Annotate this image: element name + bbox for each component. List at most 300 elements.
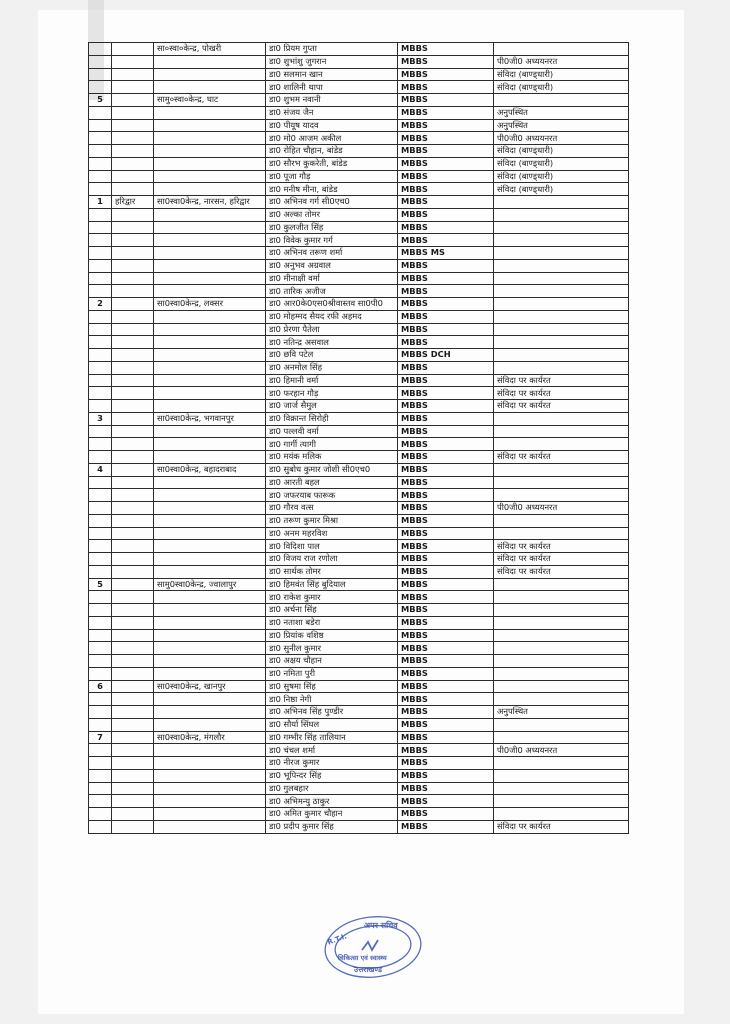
table-row [89, 361, 629, 374]
doctor-name-cell: डा0 गार्गी त्यागी [266, 438, 398, 451]
health-centre-cell [154, 757, 266, 770]
doctor-name-cell: डा0 तरूण कुमार मिश्रा [266, 514, 398, 527]
qualification-cell: MBBS [398, 795, 494, 808]
health-centre-cell [154, 323, 266, 336]
qualification-cell: MBBS [398, 285, 494, 298]
doctor-name-cell: डा0 अनमोल सिंह [266, 361, 398, 374]
serial-number-cell [89, 604, 112, 617]
remark-cell [494, 425, 629, 438]
table-row [89, 757, 629, 770]
doctor-name-cell: डा0 अभिनव सिंह पुण्डीर [266, 706, 398, 719]
doctor-name-cell: डा0 भूपिन्दर सिंह [266, 769, 398, 782]
doctor-name-cell: डा0 अनुभव अग्रवाल [266, 259, 398, 272]
remark-cell: संविदा पर कार्यरत [494, 540, 629, 553]
district-cell [112, 680, 154, 693]
district-cell [112, 731, 154, 744]
doctor-name-cell: डा0 शालिनी थापा [266, 81, 398, 94]
health-centre-cell: सा0स्वा0केन्द्र, खानपुर [154, 680, 266, 693]
district-cell [112, 183, 154, 196]
remark-cell: अनुपस्थित [494, 119, 629, 132]
serial-number-cell [89, 247, 112, 260]
district-cell [112, 221, 154, 234]
doctor-name-cell: डा0 नताशा बडेरा [266, 616, 398, 629]
remark-cell [494, 489, 629, 502]
remark-cell [494, 94, 629, 107]
district-cell [112, 667, 154, 680]
doctor-name-cell: डा0 जार्ज सैमुल [266, 400, 398, 413]
qualification-cell: MBBS [398, 336, 494, 349]
table-row [89, 527, 629, 540]
district-cell [112, 81, 154, 94]
serial-number-cell [89, 234, 112, 247]
qualification-cell: MBBS [398, 94, 494, 107]
stamp-top-text: अपर सचिव [364, 921, 398, 930]
health-centre-cell [154, 565, 266, 578]
district-cell [112, 655, 154, 668]
health-centre-cell [154, 769, 266, 782]
health-centre-cell [154, 604, 266, 617]
doctor-name-cell: डा0 अभिनव गर्ग सी0एच0 [266, 196, 398, 209]
remark-cell: अनुपस्थित [494, 106, 629, 119]
serial-number-cell [89, 757, 112, 770]
table-row [89, 769, 629, 782]
qualification-cell: MBBS [398, 808, 494, 821]
qualification-cell: MBBS [398, 463, 494, 476]
doctor-name-cell: डा0 अभिनव तरूण शर्मा [266, 247, 398, 260]
table-row [89, 578, 629, 591]
qualification-cell: MBBS [398, 451, 494, 464]
remark-cell: संविदा (बाण्ड्धारी) [494, 183, 629, 196]
serial-number-cell [89, 43, 112, 56]
health-centre-cell [154, 285, 266, 298]
health-centre-cell [154, 145, 266, 158]
doctor-name-cell: डा0 शुभांशु जुगरान [266, 55, 398, 68]
remark-cell: पी0जी0 अध्ययनरत [494, 55, 629, 68]
remark-cell [494, 221, 629, 234]
serial-number-cell [89, 132, 112, 145]
serial-number-cell [89, 808, 112, 821]
table-row [89, 298, 629, 311]
doctor-name-cell: डा0 अल्का तोमर [266, 208, 398, 221]
qualification-cell: MBBS [398, 374, 494, 387]
qualification-cell: MBBS [398, 744, 494, 757]
remark-cell [494, 412, 629, 425]
district-cell [112, 336, 154, 349]
doctor-name-cell: डा0 नमिता पुरी [266, 667, 398, 680]
health-centre-cell [154, 272, 266, 285]
health-centre-cell [154, 514, 266, 527]
doctor-posting-table [88, 42, 629, 834]
qualification-cell: MBBS [398, 412, 494, 425]
remark-cell [494, 693, 629, 706]
doctor-name-cell: डा0 सौर्या सिंघल [266, 718, 398, 731]
serial-number-cell [89, 718, 112, 731]
serial-number-cell [89, 285, 112, 298]
doctor-name-cell: डा0 सार्थक तोमर [266, 565, 398, 578]
serial-number-cell [89, 514, 112, 527]
district-cell [112, 374, 154, 387]
district-cell [112, 323, 154, 336]
serial-number-cell [89, 183, 112, 196]
remark-cell [494, 642, 629, 655]
health-centre-cell: सामु०स्वा०केन्द्र, घाट [154, 94, 266, 107]
district-cell [112, 55, 154, 68]
doctor-name-cell: डा0 रोहित चौहान, बांडेड [266, 145, 398, 158]
doctor-name-cell: डा0 सुनील कुमार [266, 642, 398, 655]
qualification-cell: MBBS [398, 553, 494, 566]
district-cell [112, 757, 154, 770]
health-centre-cell [154, 502, 266, 515]
doctor-name-cell: डा0 अमित कुमार चौहान [266, 808, 398, 821]
serial-number-cell [89, 170, 112, 183]
remark-cell [494, 438, 629, 451]
remark-cell [494, 208, 629, 221]
doctor-name-cell: डा0 चंचल शर्मा [266, 744, 398, 757]
qualification-cell: MBBS [398, 540, 494, 553]
table-row [89, 591, 629, 604]
qualification-cell: MBBS [398, 323, 494, 336]
qualification-cell: MBBS [398, 731, 494, 744]
table-row [89, 145, 629, 158]
table-row [89, 94, 629, 107]
doctor-name-cell: डा0 हिमवंत सिंह बुदियाल [266, 578, 398, 591]
doctor-name-cell: डा0 जफरयाब फारूक [266, 489, 398, 502]
district-cell [112, 208, 154, 221]
serial-number-cell [89, 157, 112, 170]
serial-number-cell [89, 349, 112, 362]
qualification-cell: MBBS [398, 438, 494, 451]
health-centre-cell [154, 808, 266, 821]
table-row [89, 629, 629, 642]
serial-number-cell [89, 451, 112, 464]
doctor-name-cell: डा0 नतिन्द्र असवाल [266, 336, 398, 349]
district-cell [112, 706, 154, 719]
serial-number-cell: 7 [89, 731, 112, 744]
serial-number-cell [89, 591, 112, 604]
health-centre-cell [154, 221, 266, 234]
health-centre-cell [154, 170, 266, 183]
table-row [89, 565, 629, 578]
district-cell [112, 540, 154, 553]
district-cell [112, 400, 154, 413]
district-cell [112, 412, 154, 425]
district-cell [112, 629, 154, 642]
qualification-cell: MBBS [398, 642, 494, 655]
serial-number-cell [89, 438, 112, 451]
remark-cell [494, 680, 629, 693]
table-row [89, 680, 629, 693]
remark-cell [494, 629, 629, 642]
table-row [89, 323, 629, 336]
doctor-name-cell: डा0 मयंक मलिक [266, 451, 398, 464]
serial-number-cell [89, 655, 112, 668]
district-cell [112, 476, 154, 489]
health-centre-cell [154, 527, 266, 540]
table-row [89, 81, 629, 94]
district-cell [112, 361, 154, 374]
remark-cell [494, 808, 629, 821]
health-centre-cell [154, 81, 266, 94]
health-centre-cell [154, 693, 266, 706]
district-cell [112, 234, 154, 247]
serial-number-cell [89, 387, 112, 400]
doctor-name-cell: डा0 मो0 आजम अकील [266, 132, 398, 145]
remark-cell [494, 463, 629, 476]
doctor-name-cell: डा0 मनीष मीना, बांडेड [266, 183, 398, 196]
district-cell [112, 808, 154, 821]
district-cell [112, 514, 154, 527]
serial-number-cell [89, 374, 112, 387]
district-cell [112, 170, 154, 183]
qualification-cell: MBBS [398, 769, 494, 782]
qualification-cell: MBBS [398, 68, 494, 81]
doctor-name-cell: डा0 सौरभ कुकरेती, बांडेड [266, 157, 398, 170]
table-body [89, 43, 629, 834]
stamp-left-text: R.T.I. [326, 932, 348, 947]
serial-number-cell [89, 68, 112, 81]
health-centre-cell [154, 247, 266, 260]
qualification-cell: MBBS MS [398, 247, 494, 260]
serial-number-cell: 5 [89, 94, 112, 107]
health-centre-cell [154, 374, 266, 387]
health-centre-cell: सा0स्वा0केन्द्र, मंगलौर [154, 731, 266, 744]
health-centre-cell [154, 744, 266, 757]
district-cell [112, 693, 154, 706]
qualification-cell: MBBS [398, 361, 494, 374]
district-cell [112, 259, 154, 272]
doctor-name-cell: डा0 गम्भीर सिंह तालियान [266, 731, 398, 744]
health-centre-cell [154, 820, 266, 833]
table-row [89, 374, 629, 387]
table-row [89, 451, 629, 464]
qualification-cell: MBBS [398, 55, 494, 68]
district-cell [112, 106, 154, 119]
remark-cell [494, 259, 629, 272]
qualification-cell: MBBS [398, 591, 494, 604]
district-cell [112, 578, 154, 591]
table-row [89, 502, 629, 515]
table-row [89, 489, 629, 502]
remark-cell [494, 336, 629, 349]
qualification-cell: MBBS [398, 476, 494, 489]
doctor-name-cell: डा0 मोहम्मद सैयद रफी अहमद [266, 310, 398, 323]
table-row [89, 604, 629, 617]
qualification-cell: MBBS DCH [398, 349, 494, 362]
health-centre-cell [154, 336, 266, 349]
health-centre-cell [154, 55, 266, 68]
district-cell [112, 782, 154, 795]
table-row [89, 349, 629, 362]
serial-number-cell: 3 [89, 412, 112, 425]
doctor-name-cell: डा0 प्रियम गुप्ता [266, 43, 398, 56]
table-row [89, 706, 629, 719]
remark-cell: संविदा पर कार्यरत [494, 451, 629, 464]
health-centre-cell [154, 349, 266, 362]
doctor-name-cell: डा0 हिमानी वर्मा [266, 374, 398, 387]
doctor-name-cell: डा0 आर0के0एस0श्रीवास्तव सा0पी0 [266, 298, 398, 311]
qualification-cell: MBBS [398, 425, 494, 438]
doctor-name-cell: डा0 फरहान गौड़ [266, 387, 398, 400]
health-centre-cell: सा0स्वा0केन्द्र, भगवानपुर [154, 412, 266, 425]
doctor-name-cell: डा0 पूजा गौड़ [266, 170, 398, 183]
qualification-cell: MBBS [398, 81, 494, 94]
doctor-name-cell: डा0 विवेक कुमार गर्ग [266, 234, 398, 247]
district-cell [112, 349, 154, 362]
doctor-name-cell: डा0 आरती बहल [266, 476, 398, 489]
table-row [89, 400, 629, 413]
doctor-name-cell: डा0 निष्ठा नेगी [266, 693, 398, 706]
health-centre-cell [154, 425, 266, 438]
remark-cell: संविदा पर कार्यरत [494, 374, 629, 387]
remark-cell [494, 769, 629, 782]
doctor-name-cell: डा0 राकेश कुमार [266, 591, 398, 604]
serial-number-cell: 5 [89, 578, 112, 591]
qualification-cell: MBBS [398, 782, 494, 795]
table-row [89, 157, 629, 170]
qualification-cell: MBBS [398, 234, 494, 247]
qualification-cell: MBBS [398, 132, 494, 145]
health-centre-cell [154, 629, 266, 642]
health-centre-cell [154, 540, 266, 553]
serial-number-cell [89, 769, 112, 782]
doctor-name-cell: डा0 विजय राज रणोला [266, 553, 398, 566]
serial-number-cell [89, 795, 112, 808]
table-row [89, 106, 629, 119]
qualification-cell: MBBS [398, 514, 494, 527]
health-centre-cell [154, 591, 266, 604]
serial-number-cell: 1 [89, 196, 112, 209]
district-cell [112, 502, 154, 515]
district-cell [112, 565, 154, 578]
doctor-name-cell: डा0 सुषमा सिंह [266, 680, 398, 693]
health-centre-cell [154, 718, 266, 731]
district-cell [112, 616, 154, 629]
table-row [89, 259, 629, 272]
health-centre-cell [154, 157, 266, 170]
stamp-bottom-text: उत्तराखण्ड [354, 965, 383, 974]
district-cell [112, 591, 154, 604]
remark-cell [494, 298, 629, 311]
qualification-cell: MBBS [398, 680, 494, 693]
table-row [89, 438, 629, 451]
doctor-name-cell: डा0 सुबोध कुमार जोशी सी0एच0 [266, 463, 398, 476]
table-row [89, 718, 629, 731]
table-row [89, 463, 629, 476]
serial-number-cell [89, 629, 112, 642]
qualification-cell: MBBS [398, 259, 494, 272]
health-centre-cell: सामु0स्वा0केन्द्र, ज्वालापुर [154, 578, 266, 591]
doctor-name-cell: डा0 विदिशा पाल [266, 540, 398, 553]
serial-number-cell [89, 259, 112, 272]
serial-number-cell [89, 55, 112, 68]
remark-cell: संविदा पर कार्यरत [494, 565, 629, 578]
health-centre-cell [154, 616, 266, 629]
remark-cell: अनुपस्थित [494, 706, 629, 719]
serial-number-cell [89, 361, 112, 374]
district-cell [112, 119, 154, 132]
remark-cell [494, 43, 629, 56]
serial-number-cell [89, 425, 112, 438]
district-cell [112, 272, 154, 285]
district-cell [112, 527, 154, 540]
qualification-cell: MBBS [398, 578, 494, 591]
remark-cell: पी0जी0 अध्ययनरत [494, 502, 629, 515]
serial-number-cell [89, 616, 112, 629]
table-row [89, 132, 629, 145]
district-cell [112, 425, 154, 438]
remark-cell [494, 591, 629, 604]
serial-number-cell [89, 336, 112, 349]
remark-cell [494, 655, 629, 668]
qualification-cell: MBBS [398, 196, 494, 209]
serial-number-cell [89, 553, 112, 566]
serial-number-cell [89, 208, 112, 221]
remark-cell [494, 527, 629, 540]
table-row [89, 642, 629, 655]
remark-cell: संविदा (बाण्ड्धारी) [494, 157, 629, 170]
serial-number-cell [89, 502, 112, 515]
qualification-cell: MBBS [398, 757, 494, 770]
doctor-name-cell: डा0 संजय जैन [266, 106, 398, 119]
qualification-cell: MBBS [398, 820, 494, 833]
table-row [89, 412, 629, 425]
district-cell [112, 463, 154, 476]
qualification-cell: MBBS [398, 616, 494, 629]
district-cell [112, 68, 154, 81]
district-cell [112, 604, 154, 617]
remark-cell [494, 272, 629, 285]
table-row [89, 208, 629, 221]
remark-cell [494, 604, 629, 617]
qualification-cell: MBBS [398, 272, 494, 285]
district-cell [112, 438, 154, 451]
qualification-cell: MBBS [398, 565, 494, 578]
qualification-cell: MBBS [398, 183, 494, 196]
table-row [89, 476, 629, 489]
doctor-name-cell: डा0 सलमान खान [266, 68, 398, 81]
serial-number-cell [89, 527, 112, 540]
doctor-name-cell: डा0 छवि पटेल [266, 349, 398, 362]
remark-cell: संविदा पर कार्यरत [494, 400, 629, 413]
serial-number-cell [89, 706, 112, 719]
remark-cell: संविदा (बाण्ड्धारी) [494, 68, 629, 81]
table-row [89, 655, 629, 668]
doctor-name-cell: डा0 गुलबहार [266, 782, 398, 795]
doctor-name-cell: डा0 प्रियांक वशिष्ठ [266, 629, 398, 642]
table-row [89, 731, 629, 744]
qualification-cell: MBBS [398, 145, 494, 158]
table-row [89, 553, 629, 566]
district-cell [112, 285, 154, 298]
qualification-cell: MBBS [398, 157, 494, 170]
health-centre-cell [154, 68, 266, 81]
doctor-name-cell: डा0 गौरव वत्स [266, 502, 398, 515]
health-centre-cell [154, 183, 266, 196]
serial-number-cell [89, 782, 112, 795]
doctor-name-cell: डा0 प्रदीप कुमार सिंह [266, 820, 398, 833]
remark-cell: संविदा (बाण्ड्धारी) [494, 81, 629, 94]
qualification-cell: MBBS [398, 221, 494, 234]
district-cell [112, 94, 154, 107]
district-cell [112, 387, 154, 400]
doctor-name-cell: डा0 तारिक अजीज [266, 285, 398, 298]
health-centre-cell [154, 438, 266, 451]
district-cell [112, 820, 154, 833]
remark-cell [494, 731, 629, 744]
table-row [89, 221, 629, 234]
health-centre-cell [154, 106, 266, 119]
remark-cell: संविदा पर कार्यरत [494, 820, 629, 833]
